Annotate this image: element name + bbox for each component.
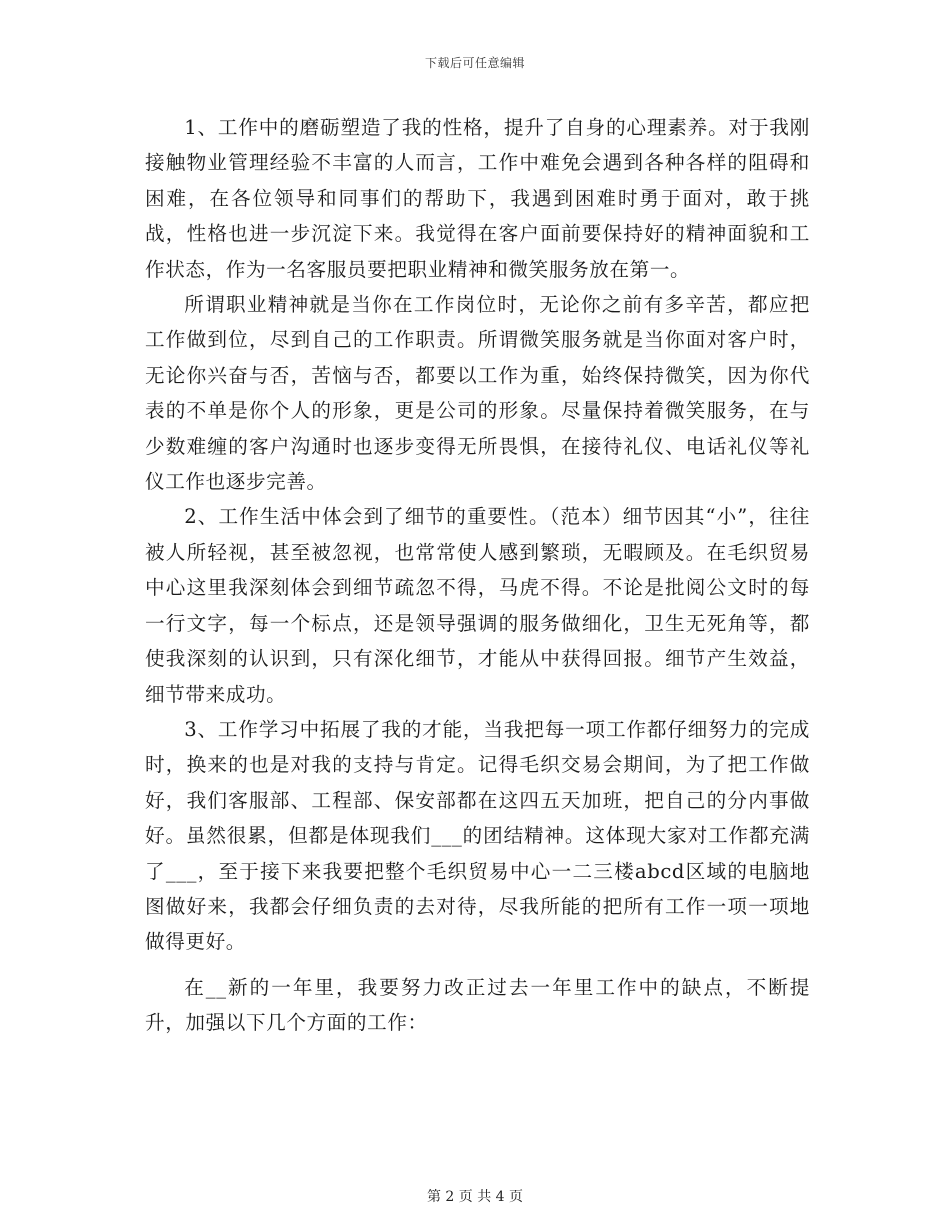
paragraph-2: 所谓职业精神就是当你在工作岗位时，无论你之前有多辛苦，都应把工作做到位，尽到自己的工作职责。所谓微笑服务就是当你面对客户时，无论你兴奋与否，苦恼与否，都要以工作为重，始终保持微笑，因为你代表的不单是你个人的形象，更是公司的形象。尽量保持着微笑服务，在与少数难缠的客户沟通时也逐步变得无所畏惧，在接待礼仪、电话礼仪等礼仪工作也逐步完善。 bbox=[145, 293, 810, 494]
document-body bbox=[145, 110, 810, 1041]
paragraph-3: 2、工作生活中体会到了细节的重要性。（范本）细节因其“小”，往往被人所轻视，甚至被忽视，也常常使人感到繁琐，无暇顾及。在毛织贸易中心这里我深刻体会到细节疏忽不得，马虎不得。不论是批阅公文时的每一行文字，每一个标点，还是领导强调的服务做细化，卫生无死角等，都使我深刻的认识到，只有深化细节，才能从中获得回报。细节产生效益，细节带来成功。 bbox=[145, 505, 810, 706]
page-number-footer: 第 2 页 共 4 页 bbox=[426, 1189, 524, 1205]
page-header-note: 下载后可任意编辑 bbox=[424, 56, 525, 70]
paragraph-1: 1、工作中的磨砺塑造了我的性格，提升了自身的心理素养。对于我刚接触物业管理经验不丰富的人而言，工作中难免会遇到各种各样的阻碍和困难，在各位领导和同事们的帮助下，我遇到困难时勇于面对，敢于挑战，性格也进一步沉淀下来。我觉得在客户面前要保持好的精神面貌和工作状态，作为一名客服员要把职业精神和微笑服务放在第一。 bbox=[145, 116, 810, 281]
paragraph-4: 3、工作学习中拓展了我的才能，当我把每一项工作都仔细努力的完成时，换来的也是对我的支持与肯定。记得毛织交易会期间，为了把工作做好，我们客服部、工程部、保安部都在这四五天加班，把自己的分内事做好。虽然很累，但都是体现我们___的团结精神。这体现大家对工作都充满了___，至于接下来我要把整个毛织贸易中心一二三楼abcd区域的电脑地图做好来，我都会仔细负责的去对待，尽我所能的把所有工作一项一项地做得更好。 bbox=[145, 717, 810, 954]
paragraph-5: 在__新的一年里，我要努力改正过去一年里工作中的缺点，不断提升，加强以下几个方面的工作： bbox=[145, 975, 810, 1035]
